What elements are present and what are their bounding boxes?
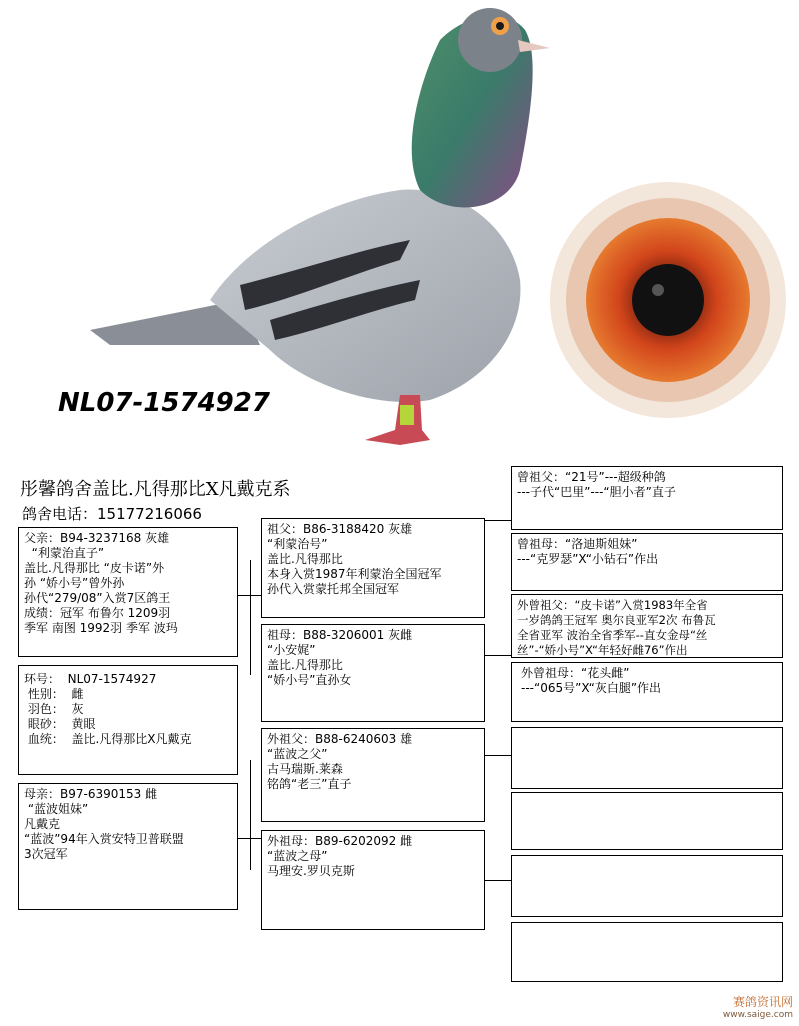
maternal-great-grandfather-box: 外曾祖父：“皮卡诺”入赏1983年全省 一岁鸽鸽王冠军 奥尔良亚军2次 布鲁瓦 全省亚军 波治全省季军--直女金母“丝 丝”-“娇小号”X“年轻好雌76”作出 (511, 594, 783, 658)
father-box: 父亲：B94-3237168 灰雄 “利蒙治直子” 盖比.凡得那比 “皮卡诺”外 孙 “娇小号”曾外孙 孙代“279/08”入赏7区鸽王 成绩：冠军 布鲁尔 1209羽 季军 南图 1992羽 季军 波玛 (18, 527, 238, 657)
maternal-grandmother-box: 外祖母：B89-6202092 雌 “蓝波之母” 马理安.罗贝克斯 (261, 830, 485, 930)
empty-pedigree-box (511, 855, 783, 917)
grandfather-box: 祖父：B86-3188420 灰雄 “利蒙治号” 盖比.凡得那比 本身入赏1987年利蒙治全国冠军 孙代入赏蒙托邦全国冠军 (261, 518, 485, 618)
grandmother-box: 祖母：B88-3206001 灰雌 “小安娓” 盖比.凡得那比 “娇小号”直孙女 (261, 624, 485, 722)
connector-line (237, 838, 261, 839)
loft-phone: 鸽舍电话：15177216066 (22, 505, 202, 523)
eye-image (540, 180, 795, 420)
connector-line (485, 880, 511, 881)
connector-line (237, 595, 261, 596)
connector-line (250, 760, 251, 870)
maternal-grandfather-box: 外祖父：B88-6240603 雄 “蓝波之父” 古马瑞斯.莱森 铭鸽“老三”直子 (261, 728, 485, 822)
empty-pedigree-box (511, 727, 783, 789)
mother-box: 母亲：B97-6390153 雌 “蓝波姐妹” 凡戴克 “蓝波”94年入赏安特卫普联盟 3次冠军 (18, 783, 238, 910)
loft-title: 彤馨鸽舍盖比.凡得那比X凡戴克系 (20, 479, 291, 500)
watermark (723, 993, 793, 1020)
great-grandfather-box: 曾祖父：“21号”---超级种鸽 ---子代“巴里”---“胆小者”直子 (511, 466, 783, 530)
great-grandmother-box: 曾祖母：“洛迪斯姐妹” ---“克罗瑟”X“小钻石”作出 (511, 533, 783, 591)
connector-line (485, 655, 511, 656)
watermark-site: 赛鸽资讯网 (732, 995, 793, 1009)
connector-line (485, 755, 511, 756)
connector-line (485, 520, 511, 521)
empty-pedigree-box (511, 792, 783, 850)
maternal-great-grandmother-box: 外曾祖母：“花头雌” ---“065号”X“灰白腿”作出 (511, 662, 783, 722)
empty-pedigree-box (511, 922, 783, 982)
connector-line (250, 560, 251, 675)
self-info-box: 环号： NL07-1574927 性别： 雌 羽色： 灰 眼砂： 黄眼 血统： 盖比.凡得那比X凡戴克 (18, 665, 238, 775)
ring-number-title: NL07-1574927 (58, 388, 270, 418)
watermark-url: www.saige.com (722, 1010, 793, 1020)
